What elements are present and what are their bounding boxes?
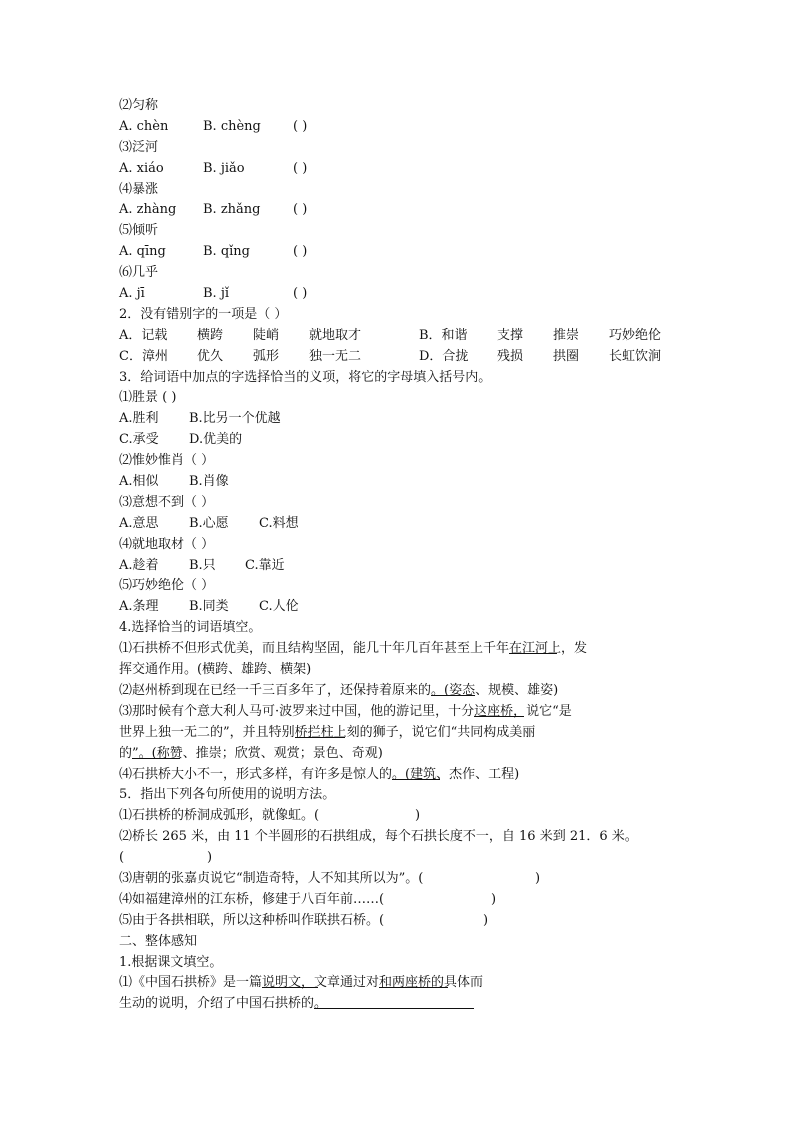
q4-sentence-3: ⑶那时候有个意大利人马可·波罗来过中国，他的游记里，十分 这座桥，说它“是 <box>119 703 572 719</box>
q5-sentence-1: ⑴石拱桥的桥洞成弧形，就像虹。( ) <box>119 808 421 824</box>
q2-opt: 横跨 <box>197 327 224 343</box>
q4-sentence-1-cont: 挥交通作用。(横跨、雄跨、横架) <box>119 662 312 678</box>
answer-blank[interactable] <box>295 723 345 738</box>
answer-blank[interactable] <box>392 765 440 780</box>
option-b: B. qǐng <box>203 244 250 260</box>
q5-sentence-2: ⑵桥长 265 米，由 11 个半圆形的石拱组成，每个石拱长度不一，自 16 米到 21．6 米。 <box>119 829 638 845</box>
answer-blank[interactable] <box>262 973 318 988</box>
answer-paren[interactable]: ( ) <box>293 286 308 302</box>
q2-opt: 残损 <box>497 348 524 364</box>
q2-opt: 独一无二 <box>309 348 362 364</box>
q5-sentence-2-answer: ( ) <box>119 850 213 866</box>
q4-sentence-4: ⑷石拱桥大小不一，形式多样，有许多是惊人的 。(建筑、杰作、工程) <box>119 766 520 782</box>
q2-opt: B．和谐 <box>419 327 468 343</box>
q2-opt: C．漳州 <box>119 348 168 364</box>
answer-paren[interactable]: ( ) <box>293 160 308 176</box>
answer-paren[interactable]: ( ) <box>293 244 308 260</box>
q2-opt: 推崇 <box>553 327 580 343</box>
q1-item-label: ⑸倾听 <box>119 223 159 239</box>
q4-sentence-3-end: 的 ”。(称赞、推崇；欣赏、观赏；景色、奇观) <box>119 745 383 761</box>
answer-blank[interactable] <box>392 973 448 988</box>
section-2-q1-line-1: ⑴《中国石拱桥》是一篇 说明文，文章通过对 和 两座桥的具体而 <box>119 975 484 991</box>
option-a: A. qīng <box>119 244 166 260</box>
q3-item-options: A.胜利 B.比另一个优越 <box>119 411 281 427</box>
q5-sentence-4: ⑷如福建漳州的江东桥，修建于八百年前……( ) <box>119 891 497 907</box>
q3-item-label: ⑸巧妙绝伦（ ） <box>119 578 215 594</box>
q1-item-options <box>119 242 685 263</box>
q3-item-label: ⑵惟妙惟肖（ ） <box>119 453 215 469</box>
q2-row2 <box>119 347 685 368</box>
q4-title: 4.选择恰当的词语填空。 <box>119 620 262 636</box>
q1-item-options <box>119 284 685 305</box>
option-b: B. chèng <box>203 118 261 134</box>
section-2-heading: 二、整体感知 <box>119 933 198 949</box>
option-a: A. xiáo <box>119 160 164 176</box>
option-a: A. jī <box>119 286 145 302</box>
q4-sentence-1: ⑴石拱桥不但形式优美，而且结构坚固，能几十年几百年甚至上千年 在江河上，发 <box>119 641 588 657</box>
q3-item-options: A.相似 B.肖像 <box>119 474 229 490</box>
q3-item-options: A.意思 B.心愿 C.料想 <box>119 515 299 531</box>
q5-sentence-5: ⑸由于各拱相联，所以这种桥叫作联拱石桥。( ) <box>119 912 489 928</box>
answer-blank[interactable] <box>431 681 475 696</box>
q3-item-options: A.趁着 B.只 C.靠近 <box>119 557 285 573</box>
q1-item-label: ⑶泛河 <box>119 139 159 155</box>
option-a: A. chèn <box>119 118 169 134</box>
answer-blank[interactable] <box>474 702 524 717</box>
q2-opt: 长虹饮涧 <box>609 348 662 364</box>
q2-opt: 陡峭 <box>253 327 280 343</box>
section-2-q1: 1.根据课文填空。 <box>119 954 223 970</box>
q3-item-options: C.承受 D.优美的 <box>119 432 243 448</box>
worksheet <box>119 96 685 1015</box>
q2-opt: 支撑 <box>497 327 524 343</box>
q5-title: 5．指出下列各句所使用的说明方法。 <box>119 787 336 803</box>
q2-opt: 拱圈 <box>553 348 580 364</box>
q1-item-label: ⑷暴涨 <box>119 181 159 197</box>
answer-blank[interactable] <box>132 744 180 759</box>
q2-opt: 优久 <box>197 348 224 364</box>
q2-opt: A．记载 <box>119 327 168 343</box>
q1-item-options <box>119 159 685 180</box>
q3-item-options: A.条理 B.同类 C.人伦 <box>119 599 299 615</box>
q1-item-options <box>119 117 685 138</box>
option-a: A. zhàng <box>119 202 177 218</box>
q2-opt: D．合拢 <box>419 348 469 364</box>
q1-item-options <box>119 200 685 221</box>
answer-paren[interactable]: ( ) <box>293 202 308 218</box>
q3-item-label: ⑷就地取材（ ） <box>119 536 215 552</box>
q4-sentence-3-cont: 世界上独一无二的”，并且特别 桥拦柱上刻的狮子，说它们“共同构成美丽 <box>119 724 536 740</box>
answer-paren[interactable]: ( ) <box>293 118 308 134</box>
option-b: B. jǐ <box>203 286 230 302</box>
answer-blank[interactable] <box>509 639 557 654</box>
option-b: B. zhǎng <box>203 202 261 218</box>
q2-opt: 就地取才 <box>309 327 362 343</box>
q2-opt: 巧妙绝伦 <box>609 327 662 343</box>
q3-item-label: ⑴胜景 ( ) <box>119 390 177 406</box>
q5-sentence-3: ⑶唐朝的张嘉贞说它“制造奇特，人不知其所以为”。( ) <box>119 870 541 886</box>
q3-item-label: ⑶意想不到（ ） <box>119 494 215 510</box>
q1-pinyin-items <box>119 96 685 305</box>
q1-item-label: ⑹几乎 <box>119 265 159 281</box>
answer-blank[interactable] <box>314 994 474 1009</box>
q2-opt: 弧形 <box>253 348 280 364</box>
section-2-q1-line-2: 生动的说明，介绍了中国石拱桥的 。 <box>119 994 685 1015</box>
q3-title: 3．给词语中加点的字选择恰当的义项，将它的字母填入括号内。 <box>119 369 492 385</box>
q1-item-label: ⑵匀称 <box>119 98 159 113</box>
option-b: B. jiǎo <box>203 160 245 176</box>
q2-row1 <box>119 326 685 347</box>
q2-title: 2．没有错别字的一项是（ ） <box>119 306 288 322</box>
q4-sentence-2: ⑵赵州桥到现在已经一千三百多年了，还保持着原来的 。(姿态、规模、雄姿) <box>119 682 559 698</box>
